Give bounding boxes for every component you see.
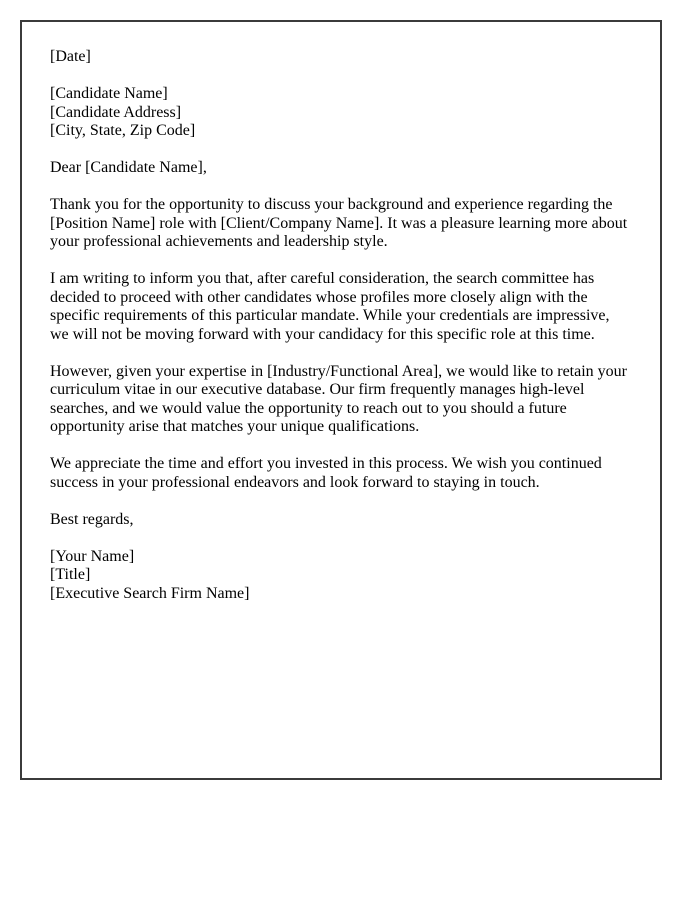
body-paragraph-2: I am writing to inform you that, after careful consideration, the search committee has decided to proceed with other candidates whose profiles more closely align with the specific requirements of this particular mandate. While your credentials are impressive, we will not be moving forward with your candidacy for this specific role at this time. (50, 270, 610, 343)
date-placeholder: [Date] (50, 48, 91, 65)
recipient-city-state-zip-line: [City, State, Zip Code] (50, 122, 196, 139)
signature-title-line: [Title] (50, 566, 91, 583)
salutation: Dear [Candidate Name], (50, 159, 207, 176)
recipient-address-block (50, 85, 630, 141)
body-paragraph-3: However, given your expertise in [Industry/Functional Area], we would like to retain your curriculum vitae in our executive database. Our firm frequently manages high-level searches, and we would value the opportunity to reach out to you should a future opportunity arise that matches your unique qualifications. (50, 362, 627, 435)
recipient-address-line: [Candidate Address] (50, 103, 182, 121)
closing: Best regards, (50, 510, 134, 528)
body-paragraph-4: We appreciate the time and effort you invested in this process. We wish you continued success in your professional endeavors and look forward to staying in touch. (50, 455, 602, 491)
body-paragraph-1: Thank you for the opportunity to discuss your background and experience regarding the [Position Name] role with [Client/Company Name]. It was a pleasure learning more about your professional achievements and leadership style. (50, 196, 628, 250)
letter-page (20, 20, 662, 780)
signature-firm-line: [Executive Search Firm Name] (50, 584, 250, 602)
recipient-name-line: [Candidate Name] (50, 85, 168, 102)
signature-block (50, 548, 630, 604)
signature-name-line: [Your Name] (50, 547, 135, 565)
